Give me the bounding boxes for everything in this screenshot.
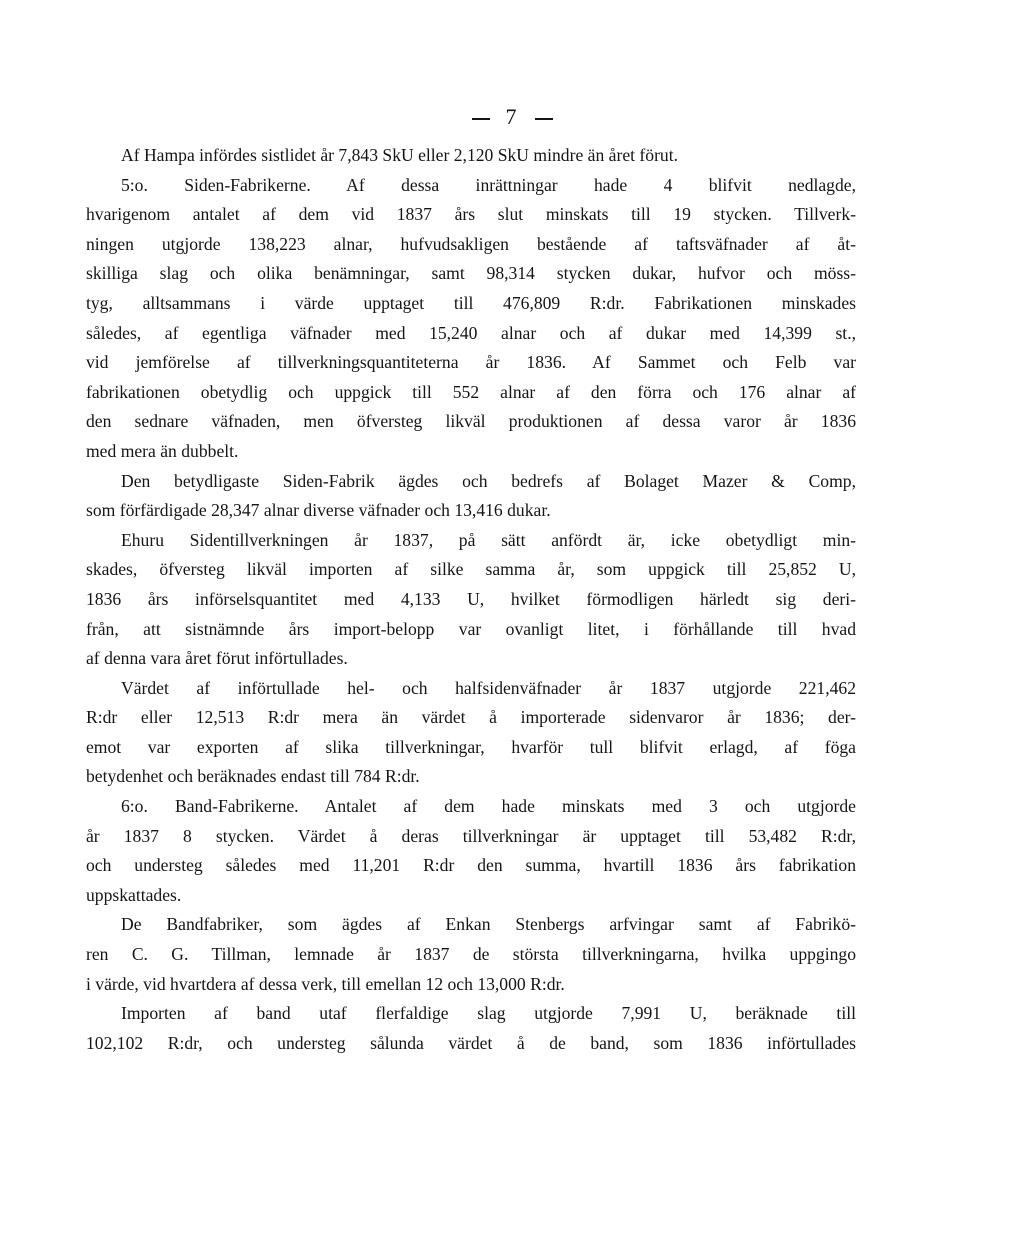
right-dash — [535, 118, 553, 120]
text-line: De Bandfabriker, som ägdes af Enkan Stenbergs arfvingar samt af Fabrikö- — [121, 914, 856, 935]
text-line: den sednare väfnaden, men öfversteg likväl produktionen af dessa varor år 1836 — [86, 411, 856, 432]
text-line: Importen af band utaf flerfaldige slag utgjorde 7,991 U, beräknade till — [121, 1003, 856, 1024]
text-line: hvarigenom antalet af dem vid 1837 års slut minskats till 19 stycken. Tillverk- — [86, 204, 856, 225]
text-line: och understeg således med 11,201 R:dr den summa, hvartill 1836 års fabrikation — [86, 855, 856, 876]
text-line: 102,102 R:dr, och understeg sålunda värdet å de band, som 1836 införtullades — [86, 1032, 856, 1053]
text-line: ningen utgjorde 138,223 alnar, hufvudsakligen bestående af taftsväfnader af åt- — [86, 233, 856, 254]
text-line: från, att sistnämnde års import-belopp var ovanligt litet, i förhållande till hvad — [86, 618, 856, 639]
left-dash — [472, 118, 490, 120]
text-line: emot var exporten af slika tillverkningar, hvarför tull blifvit erlagd, af föga — [86, 736, 856, 757]
text-line: betydenhet och beräknades endast till 784 R:dr. — [86, 766, 420, 787]
body-text — [86, 141, 856, 1058]
text-line: af denna vara året förut införtullades. — [86, 648, 348, 669]
text-line: fabrikationen obetydlig och uppgick till 552 alnar af den förra och 176 alnar af — [86, 381, 856, 402]
text-line: som förfärdigade 28,347 alnar diverse väfnader och 13,416 dukar. — [86, 500, 551, 521]
text-line: skades, öfversteg likväl importen af silke samma år, som uppgick till 25,852 U, — [86, 559, 856, 580]
text-line: R:dr eller 12,513 R:dr mera än värdet å importerade sidenvaror år 1836; der- — [86, 707, 856, 728]
text-line: 5:o. Siden-Fabrikerne. Af dessa inrättningar hade 4 blifvit nedlagde, — [121, 174, 856, 195]
text-line: således, af egentliga väfnader med 15,240 alnar och af dukar med 14,399 st., — [86, 322, 856, 343]
text-line: vid jemförelse af tillverkningsquantiteterna år 1836. Af Sammet och Felb var — [86, 352, 856, 373]
text-line: ren C. G. Tillman, lemnade år 1837 de största tillverkningarna, hvilka uppgingo — [86, 944, 856, 965]
text-line: Af Hampa infördes sistlidet år 7,843 SkU eller 2,120 SkU mindre än året förut. — [121, 145, 679, 165]
text-line: skilliga slag och olika benämningar, samt 98,314 stycken dukar, hufvor och möss- — [86, 263, 856, 284]
text-line: 1836 års införselsquantitet med 4,133 U, hvilket förmodligen härledt sig deri- — [86, 588, 856, 609]
text-line: med mera än dubbelt. — [86, 440, 239, 461]
text-line: år 1837 8 stycken. Värdet å deras tillverkningar är upptaget till 53,482 R:dr, — [86, 825, 856, 846]
page-number — [0, 104, 1024, 130]
text-line: Ehuru Sidentillverkningen år 1837, på sätt anfördt är, icke obetydligt min- — [121, 529, 856, 550]
text-line: uppskattades. — [86, 884, 182, 905]
text-line: Värdet af införtullade hel- och halfsidenväfnader år 1837 utgjorde 221,462 — [121, 677, 856, 698]
text-line: 6:o. Band-Fabrikerne. Antalet af dem hade minskats med 3 och utgjorde — [121, 796, 856, 817]
text-line: i värde, vid hvartdera af dessa verk, till emellan 12 och 13,000 R:dr. — [86, 973, 565, 994]
text-line: Den betydligaste Siden-Fabrik ägdes och bedrefs af Bolaget Mazer & Comp, — [121, 470, 856, 491]
text-line: tyg, alltsammans i värde upptaget till 476,809 R:dr. Fabrikationen minskades — [86, 292, 856, 313]
page-number-text: 7 — [505, 104, 519, 129]
